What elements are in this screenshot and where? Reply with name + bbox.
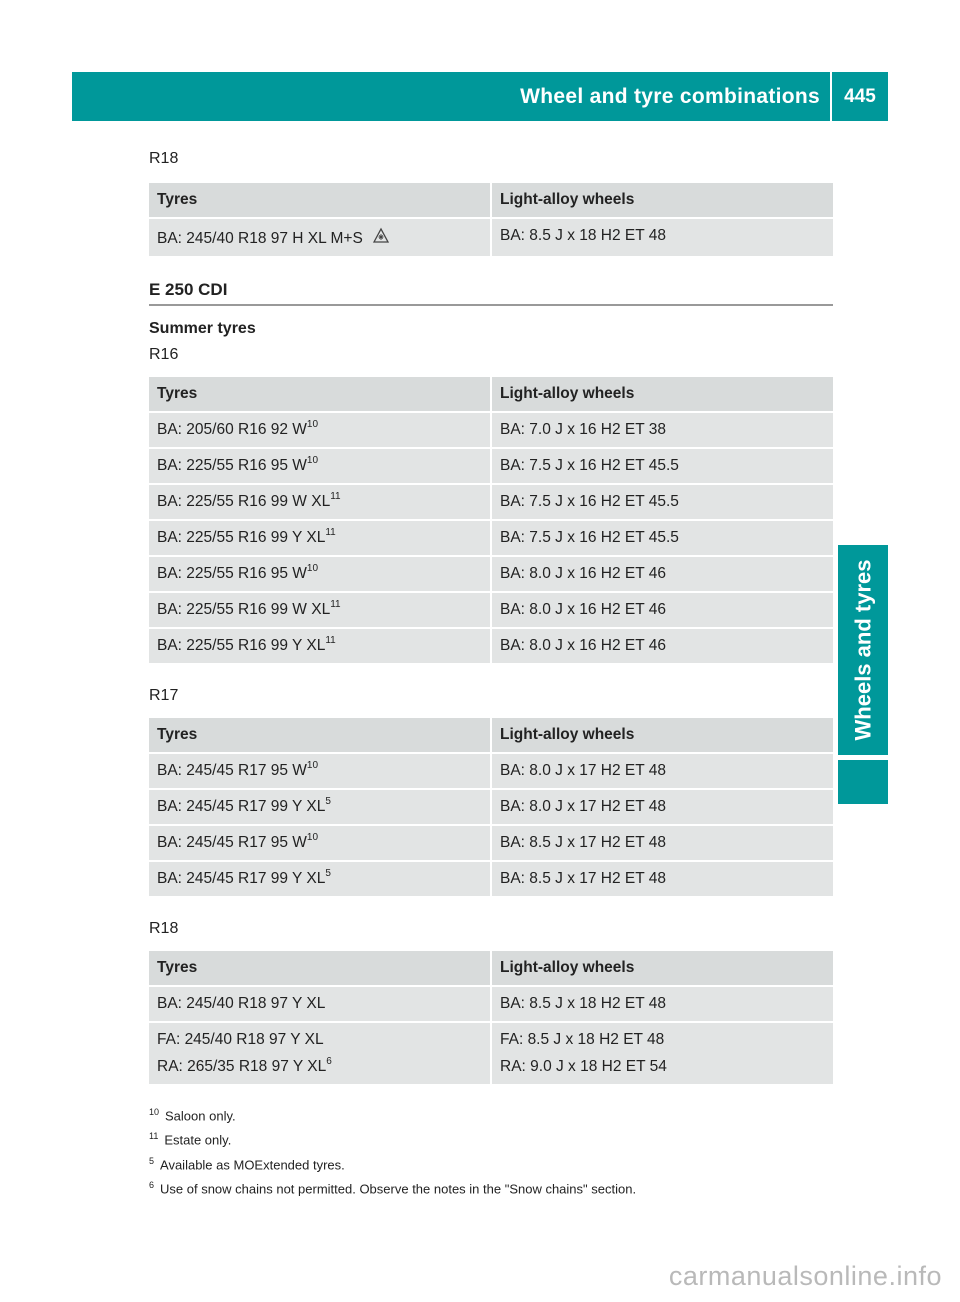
footnote-mark: 6 xyxy=(149,1179,155,1190)
chapter-tab[interactable] xyxy=(838,545,888,755)
table-row xyxy=(149,629,833,665)
rear-axle-wheel: RA: 9.0 J x 18 H2 ET 54 xyxy=(500,1058,667,1075)
column-header-tyres: Tyres xyxy=(149,183,492,219)
tyre-size: BA: 205/60 R16 92 W xyxy=(157,421,307,438)
table-header-row xyxy=(149,183,833,219)
tyre-size: BA: 245/45 R17 95 W xyxy=(157,762,307,779)
footnote xyxy=(149,1177,833,1197)
table-header-row xyxy=(149,951,833,987)
table-header-row xyxy=(149,377,833,413)
tyre-size: BA: 245/45 R17 99 Y XL xyxy=(157,870,326,887)
table-row xyxy=(149,754,833,790)
wheel-cell: BA: 8.0 J x 16 H2 ET 46 xyxy=(492,557,833,593)
tyre-cell xyxy=(149,1023,492,1086)
footnote xyxy=(149,1128,833,1148)
tyre-cell xyxy=(149,485,492,521)
tyre-size: BA: 225/55 R16 99 W XL xyxy=(157,601,331,618)
section-heading-r18: R18 xyxy=(149,920,179,937)
wheel-cell: BA: 7.0 J x 16 H2 ET 38 xyxy=(492,413,833,449)
footnote-ref: 10 xyxy=(306,418,319,430)
wheel-cell: BA: 8.0 J x 17 H2 ET 48 xyxy=(492,754,833,790)
column-header-wheels: Light-alloy wheels xyxy=(492,951,833,987)
footnote-mark: 5 xyxy=(149,1155,155,1166)
tyre-size: BA: 225/55 R16 99 W XL xyxy=(157,493,331,510)
footnote-mark: 11 xyxy=(149,1131,159,1142)
footnote-text: Estate only. xyxy=(164,1132,232,1148)
model-heading: E 250 CDI xyxy=(149,280,228,299)
tyre-cell: BA: 245/40 R18 97 Y XL xyxy=(149,987,492,1023)
page-number: 445 xyxy=(844,86,876,107)
tyre-cell xyxy=(149,862,492,898)
rear-axle-tyre-line xyxy=(157,1055,482,1076)
front-axle-wheel: FA: 8.5 J x 18 H2 ET 48 xyxy=(500,1031,665,1048)
table-row xyxy=(149,1023,833,1086)
chapter-marker xyxy=(838,760,888,804)
wheel-cell: BA: 8.0 J x 16 H2 ET 46 xyxy=(492,593,833,629)
table-row xyxy=(149,521,833,557)
wheel-cell: BA: 8.5 J x 17 H2 ET 48 xyxy=(492,826,833,862)
column-header-tyres: Tyres xyxy=(149,377,492,413)
footnotes xyxy=(149,1104,833,1201)
column-header-tyres: Tyres xyxy=(149,951,492,987)
footnote-ref: 11 xyxy=(330,490,341,502)
wheel-cell: BA: 8.0 J x 17 H2 ET 48 xyxy=(492,790,833,826)
tyre-size: BA: 245/40 R18 97 H XL M+S xyxy=(157,230,363,247)
tyre-cell xyxy=(149,521,492,557)
tyre-size: BA: 245/45 R17 99 Y XL xyxy=(157,798,326,815)
tyre-size: BA: 225/55 R16 95 W xyxy=(157,565,307,582)
column-header-tyres: Tyres xyxy=(149,718,492,754)
column-header-wheels: Light-alloy wheels xyxy=(492,718,833,754)
wheel-cell: BA: 8.5 J x 17 H2 ET 48 xyxy=(492,862,833,898)
rear-axle-tyre: RA: 265/35 R18 97 Y XL xyxy=(157,1058,327,1075)
section-heading-r17: R17 xyxy=(149,687,179,704)
front-axle-tyre: FA: 245/40 R18 97 Y XL xyxy=(157,1031,324,1048)
footnote-ref: 10 xyxy=(306,454,319,466)
watermark: carmanualsonline.info xyxy=(668,1261,942,1291)
tyre-cell xyxy=(149,790,492,826)
tyre-table-r18 xyxy=(149,951,833,1086)
tyre-cell xyxy=(149,593,492,629)
tyre-table-r17 xyxy=(149,718,833,898)
table-row xyxy=(149,557,833,593)
tyre-size: BA: 245/45 R17 95 W xyxy=(157,834,307,851)
tyre-cell xyxy=(149,449,492,485)
snowflake-mountain-icon xyxy=(373,227,389,247)
footnote-text: Use of snow chains not permitted. Observe the notes in the "Snow chains" section. xyxy=(160,1181,637,1197)
footnote-ref: 6 xyxy=(326,1055,332,1067)
footnote-ref: 11 xyxy=(325,634,336,646)
table-row xyxy=(149,593,833,629)
table-row xyxy=(149,449,833,485)
wheel-cell: BA: 8.5 J x 18 H2 ET 48 xyxy=(492,987,833,1023)
tyre-cell xyxy=(149,557,492,593)
column-header-wheels: Light-alloy wheels xyxy=(492,183,833,219)
table-row xyxy=(149,485,833,521)
tyre-cell xyxy=(149,219,492,258)
section-divider xyxy=(149,304,833,306)
tyre-cell xyxy=(149,413,492,449)
wheel-cell: BA: 8.5 J x 18 H2 ET 48 xyxy=(492,219,833,258)
footnote-text: Saloon only. xyxy=(165,1108,236,1124)
page-content xyxy=(149,150,833,1086)
footnote-ref: 11 xyxy=(325,526,336,538)
page-header xyxy=(72,72,888,121)
chapter-tab-label: Wheels and tyres xyxy=(850,559,876,741)
table-row xyxy=(149,790,833,826)
tyre-cell xyxy=(149,629,492,665)
footnote xyxy=(149,1153,833,1173)
section-heading-r18-top: R18 xyxy=(149,150,179,167)
tyre-table-r18-top xyxy=(149,183,833,258)
table-row xyxy=(149,862,833,898)
footnote-ref: 11 xyxy=(330,598,341,610)
header-title: Wheel and tyre combinations xyxy=(520,85,820,108)
wheel-cell: BA: 8.0 J x 16 H2 ET 46 xyxy=(492,629,833,665)
tyre-size: BA: 225/55 R16 95 W xyxy=(157,457,307,474)
tyre-table-r16 xyxy=(149,377,833,665)
footnote-ref: 10 xyxy=(306,562,319,574)
table-row xyxy=(149,413,833,449)
tyre-cell xyxy=(149,826,492,862)
table-row xyxy=(149,219,833,258)
summer-tyres-heading: Summer tyres xyxy=(149,320,256,337)
tyre-size: BA: 225/55 R16 99 Y XL xyxy=(157,529,326,546)
footnote-ref: 5 xyxy=(325,795,331,807)
footnote xyxy=(149,1104,833,1124)
footnote-ref: 5 xyxy=(325,867,331,879)
column-header-wheels: Light-alloy wheels xyxy=(492,377,833,413)
wheel-cell: BA: 7.5 J x 16 H2 ET 45.5 xyxy=(492,521,833,557)
footnote-mark: 10 xyxy=(149,1107,160,1117)
section-heading-r16: R16 xyxy=(149,346,179,363)
wheel-cell: BA: 7.5 J x 16 H2 ET 45.5 xyxy=(492,485,833,521)
table-header-row xyxy=(149,718,833,754)
table-row xyxy=(149,826,833,862)
wheel-cell: BA: 7.5 J x 16 H2 ET 45.5 xyxy=(492,449,833,485)
tyre-size: BA: 225/55 R16 99 Y XL xyxy=(157,637,326,654)
table-row xyxy=(149,987,833,1023)
footnote-ref: 10 xyxy=(306,831,319,843)
tyre-cell xyxy=(149,754,492,790)
footnote-ref: 10 xyxy=(306,759,319,771)
footnote-text: Available as MOExtended tyres. xyxy=(160,1156,345,1172)
wheel-cell xyxy=(492,1023,833,1086)
